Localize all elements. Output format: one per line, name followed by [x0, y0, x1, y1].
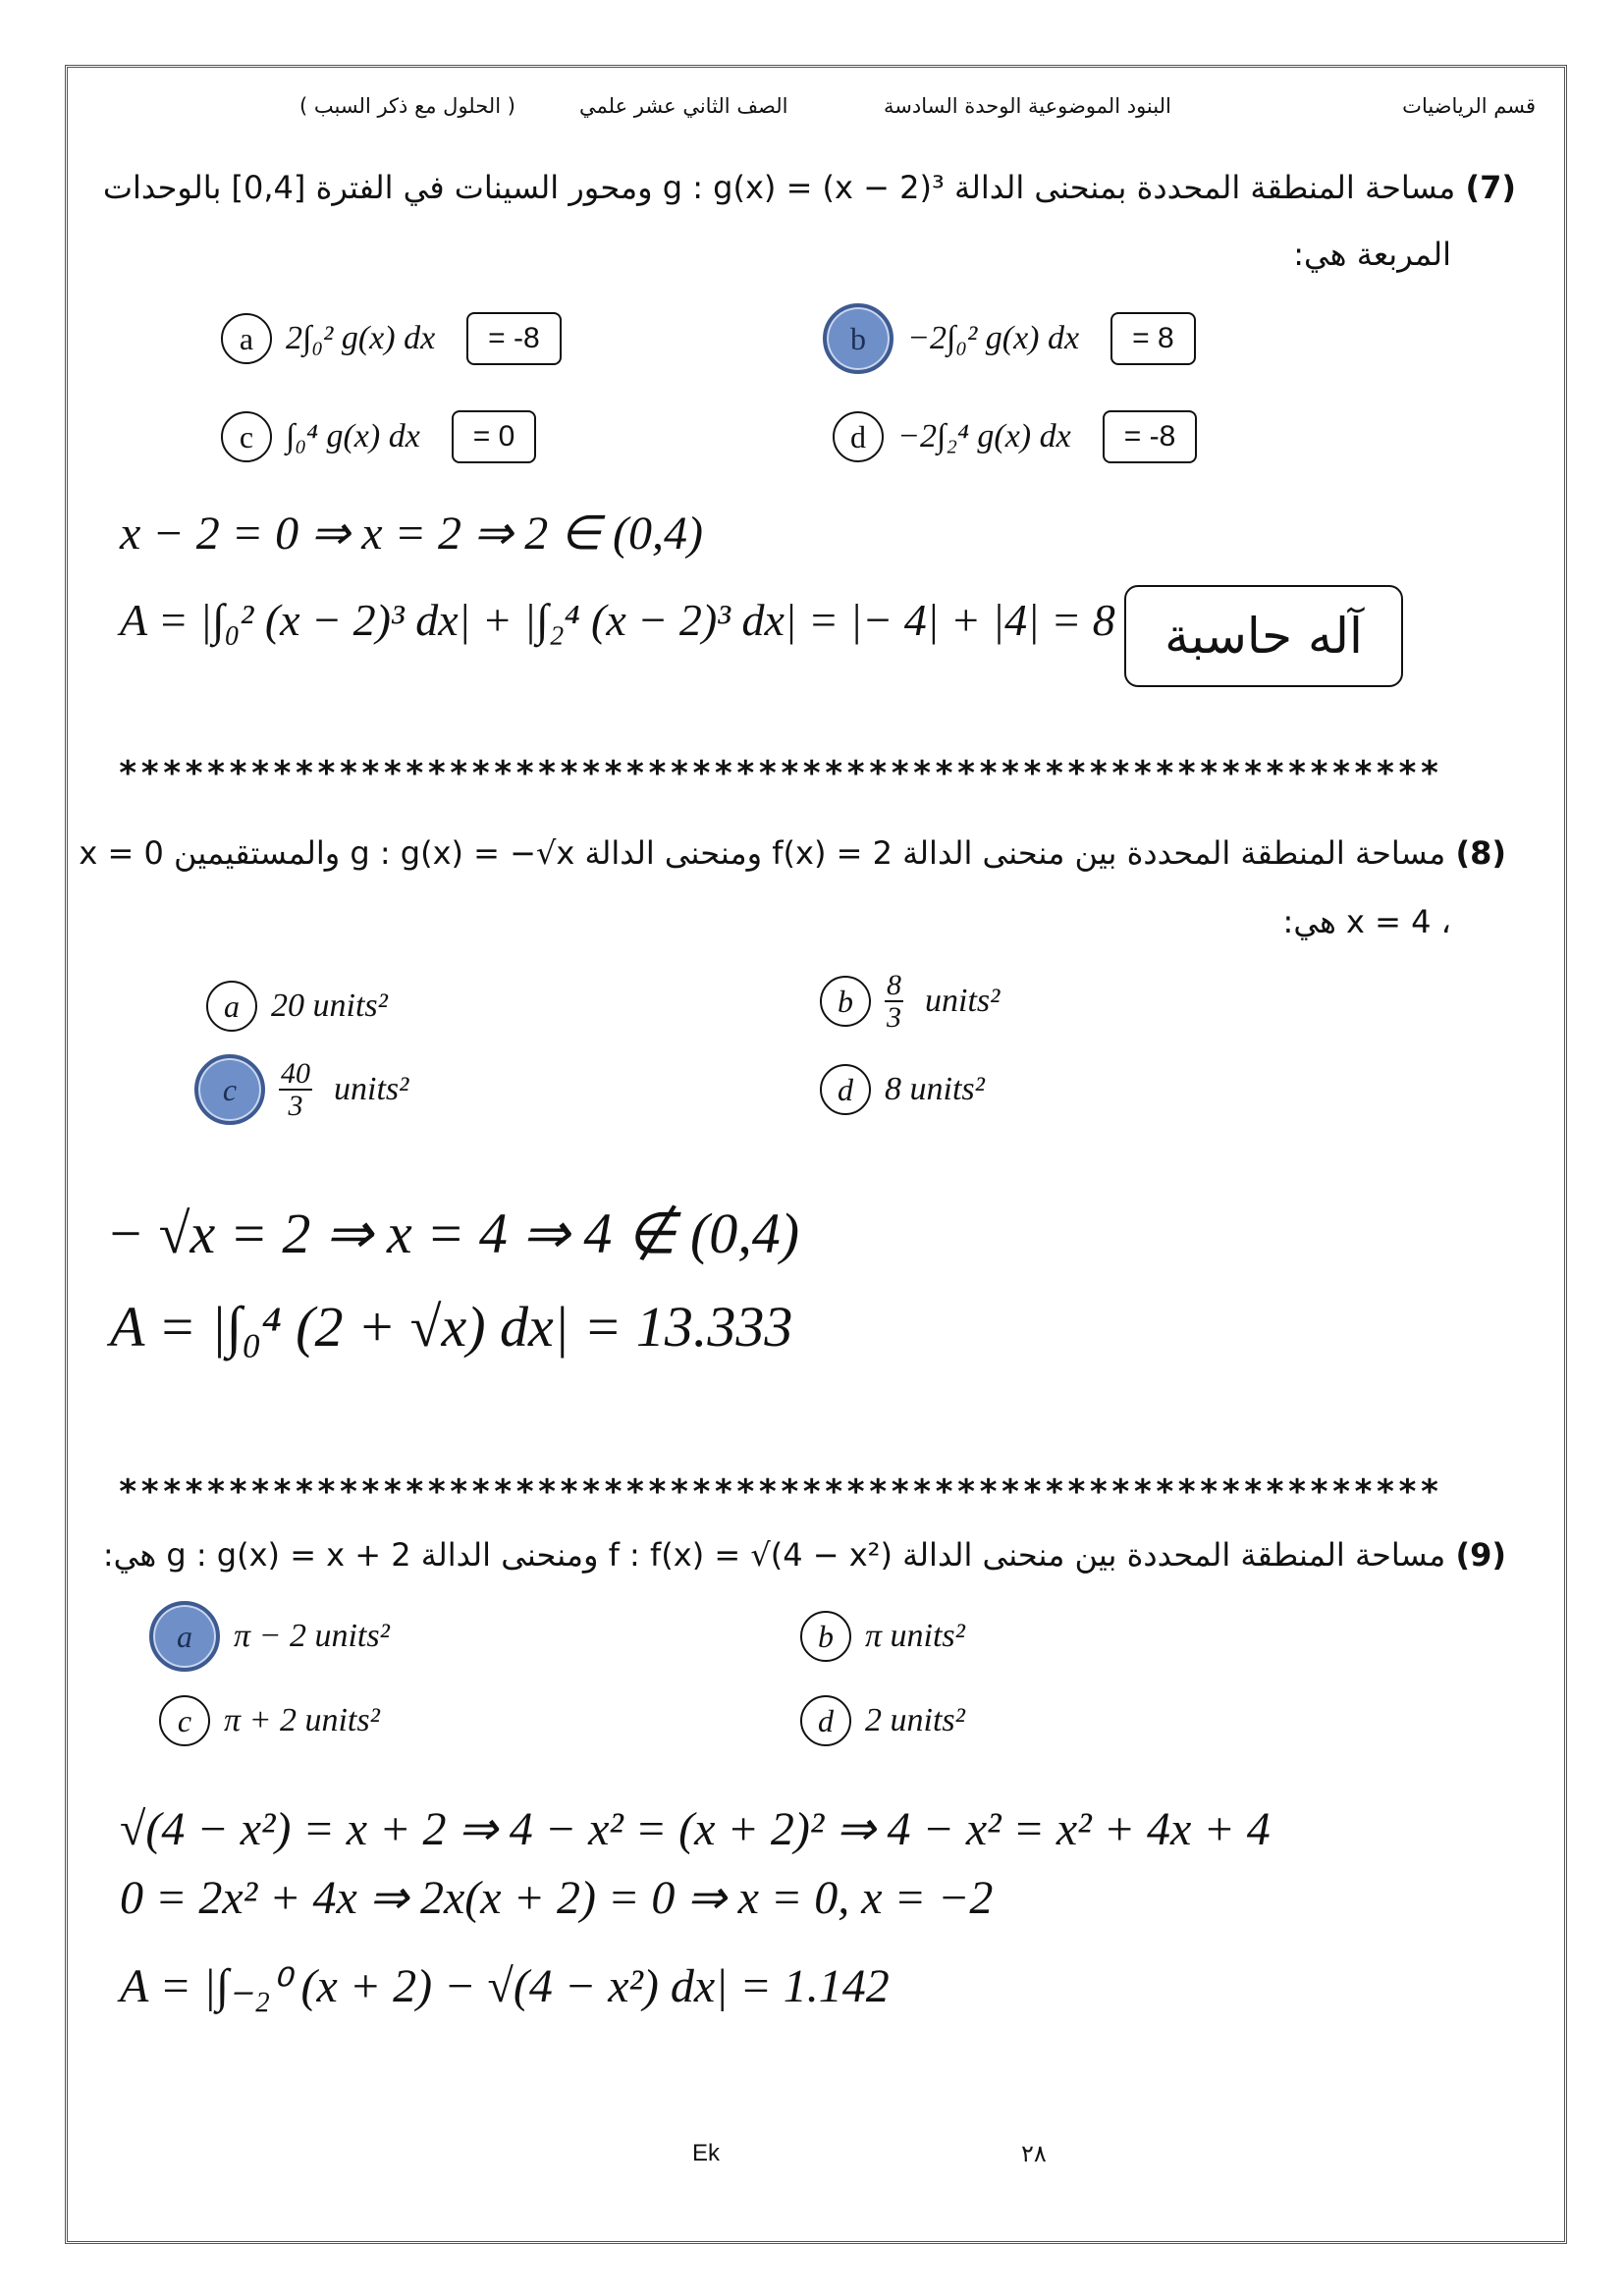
option-result-box: = 0 [452, 410, 537, 463]
q7-work-line2: A = |∫₀² (x − 2)³ dx| + |∫₂⁴ (x − 2)³ dx| = |− 4| + |4| = 8 [120, 595, 1115, 645]
q9-text: مساحة المنطقة المحددة بين منحنى الدالة f : f(x) = √(4 − x²) ومنحنى الدالة g : g(x) = x + 2 هي: [102, 1536, 1446, 1574]
footer-initials: Ek [692, 2140, 721, 2166]
q9-number: (9) [1455, 1536, 1506, 1574]
option-fraction [885, 970, 903, 1034]
option-label: d [833, 411, 884, 462]
q8-option-b[interactable] [820, 967, 1000, 1036]
q8-number: (8) [1455, 834, 1506, 872]
option-label: d [820, 1064, 871, 1115]
page-number: ٢٨ [1021, 2141, 1047, 2167]
q7-number: (7) [1465, 169, 1516, 206]
option-expr: −2∫₀² g(x) dx [907, 320, 1080, 356]
option-unit: units² [334, 1071, 409, 1107]
header-note: ( الحلول مع ذكر السبب ) [299, 94, 515, 118]
option-unit: units² [925, 983, 1001, 1019]
q9-work-line1: √(4 − x²) = x + 2 ⇒ 4 − x² = (x + 2)² ⇒ 4 − x² = x² + 4x + 4 [120, 1803, 1271, 1855]
q7-option-d[interactable] [833, 402, 1197, 471]
fraction-den: 3 [887, 1001, 901, 1034]
fraction-den: 3 [288, 1090, 303, 1122]
header-grade: الصف الثاني عشر علمي [579, 94, 788, 118]
option-fraction [279, 1058, 312, 1122]
q9-option-c[interactable] [159, 1686, 380, 1755]
q7-statement [103, 169, 1516, 206]
q7-text-cont: المربعة هي: [1293, 236, 1451, 273]
q8-option-a[interactable] [206, 972, 388, 1041]
option-label: b [800, 1611, 851, 1662]
option-result-box: = 8 [1110, 312, 1196, 365]
q8-text: مساحة المنطقة المحددة بين منحنى الدالة f(x) = 2 ومنحنى الدالة g : g(x) = −√x والمستقيمين x = 0 [79, 834, 1446, 872]
q9-option-a[interactable] [149, 1602, 390, 1671]
option-expr: ∫₀⁴ g(x) dx [286, 418, 420, 454]
option-expr: π + 2 units² [224, 1702, 380, 1738]
q7-option-a[interactable] [221, 304, 562, 373]
q8-work-line1: − √x = 2 ⇒ x = 4 ⇒ 4 ∉ (0,4) [106, 1201, 800, 1265]
option-expr: 2 units² [865, 1702, 965, 1738]
option-result-box: = -8 [1103, 410, 1198, 463]
option-expr: 2∫₀² g(x) dx [286, 320, 436, 356]
header-dept: قسم الرياضيات [1402, 94, 1536, 118]
q8-statement [79, 834, 1506, 872]
option-label: d [800, 1695, 851, 1746]
option-label-selected: c [194, 1054, 265, 1125]
calculator-note: آله حاسبة [1124, 585, 1403, 687]
q9-option-d[interactable] [800, 1686, 965, 1755]
option-label: b [820, 976, 871, 1027]
q9-work-line3: A = |∫₋₂⁰ (x + 2) − √(4 − x²) dx| = 1.142 [120, 1960, 890, 2012]
option-expr: 8 units² [885, 1071, 985, 1107]
option-expr: π − 2 units² [234, 1618, 390, 1654]
option-label-selected: a [149, 1601, 220, 1672]
option-result-box: = -8 [466, 312, 562, 365]
q8-option-c[interactable] [194, 1055, 408, 1124]
option-expr: π units² [865, 1618, 965, 1654]
q9-option-b[interactable] [800, 1602, 965, 1671]
option-label: a [206, 981, 257, 1032]
q8-text-cont: ، x = 4 هي: [1282, 903, 1451, 940]
q8-option-d[interactable] [820, 1055, 985, 1124]
separator: ************************************************************ [118, 754, 1442, 793]
option-expr: −2∫₂⁴ g(x) dx [897, 418, 1071, 454]
q9-work-line2: 0 = 2x² + 4x ⇒ 2x(x + 2) = 0 ⇒ x = 0, x = −2 [120, 1872, 994, 1924]
separator: ************************************************************ [118, 1472, 1442, 1512]
q9-statement [103, 1536, 1506, 1574]
fraction-num: 40 [281, 1056, 310, 1090]
option-label: c [221, 411, 272, 462]
q7-work-line1: x − 2 = 0 ⇒ x = 2 ⇒ 2 ∈ (0,4) [120, 507, 703, 560]
option-expr: 20 units² [271, 988, 388, 1024]
header-unit: البنود الموضوعية الوحدة السادسة [884, 94, 1171, 118]
option-label: c [159, 1695, 210, 1746]
q7-option-c[interactable] [221, 402, 536, 471]
q8-work-line2: A = |∫₀⁴ (2 + √x) dx| = 13.333 [110, 1295, 793, 1359]
q7-option-b[interactable] [823, 304, 1196, 373]
fraction-num: 8 [887, 968, 901, 1001]
option-label: a [221, 313, 272, 364]
q7-text: مساحة المنطقة المحددة بمنحنى الدالة g : g(x) = (x − 2)³ ومحور السينات في الفترة [0,4] بالوحدات [102, 169, 1456, 206]
option-label-selected: b [823, 303, 893, 374]
